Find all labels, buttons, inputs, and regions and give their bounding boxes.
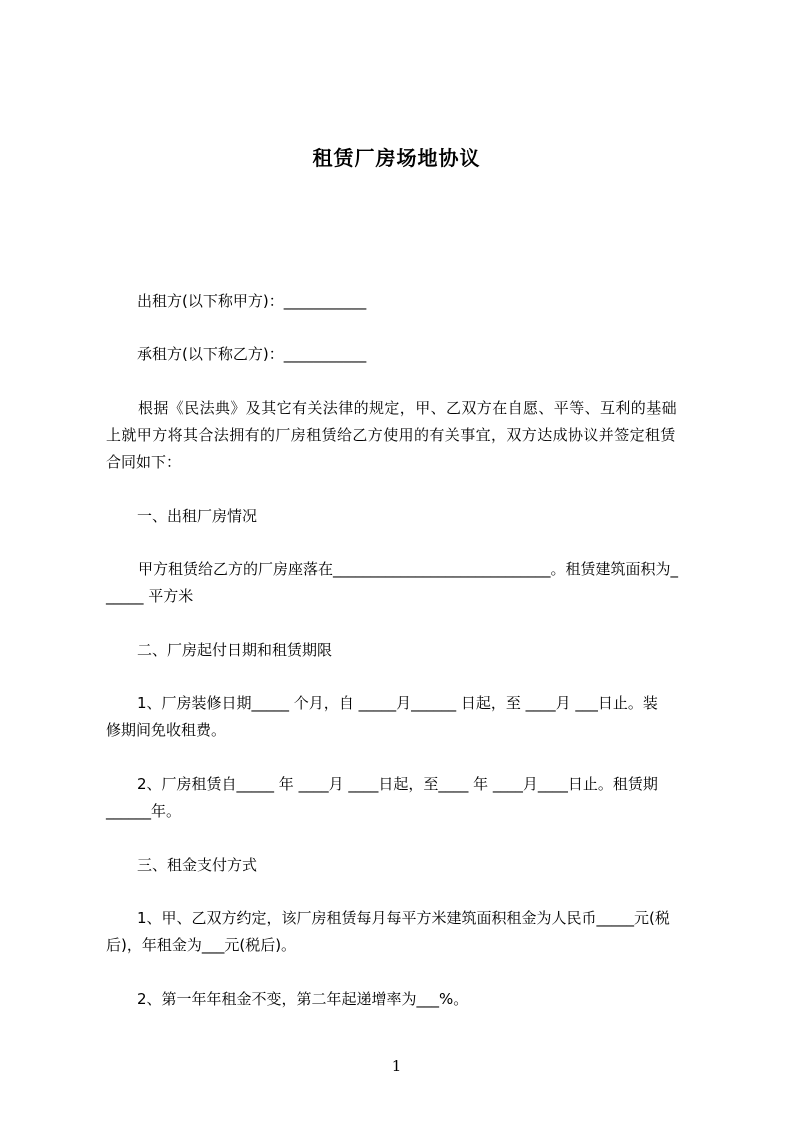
increase-rate-line: 2、第一年年租金不变，第二年起递增率为___%。 bbox=[137, 990, 469, 1008]
preamble-line-2: 上就甲方将其合法拥有的厂房租赁给乙方使用的有关事宜，双方达成协议并签定租赁 bbox=[106, 426, 676, 444]
premises-line-2: _____ 平方米 bbox=[106, 587, 194, 605]
lease-term-line-2: ______年。 bbox=[106, 802, 182, 820]
rent-line-2: 后)，年租金为___元(税后)。 bbox=[106, 936, 297, 954]
section-heading-3: 三、租金支付方式 bbox=[137, 856, 258, 874]
section-heading-1: 一、出租厂房情况 bbox=[137, 507, 258, 525]
lessee-line: 承租方(以下称乙方)：___________ bbox=[137, 345, 367, 363]
lease-term-line-1: 2、厂房租赁自_____ 年 ____月 ____日起，至____ 年 ____月____日止。租赁期 bbox=[137, 775, 658, 793]
preamble-line-3: 合同如下： bbox=[106, 453, 182, 471]
document-title: 租赁厂房场地协议 bbox=[312, 146, 481, 170]
renovation-line-2: 修期间免收租费。 bbox=[106, 721, 227, 739]
preamble-line-1: 根据《民法典》及其它有关法律的规定，甲、乙双方在自愿、平等、互利的基础 bbox=[138, 399, 678, 417]
section-heading-2: 二、厂房起付日期和租赁期限 bbox=[137, 641, 333, 659]
page-number: 1 bbox=[391, 1057, 402, 1075]
rent-line-1: 1、甲、乙双方约定，该厂房租赁每月每平方米建筑面积租金为人民币_____元(税 bbox=[137, 909, 670, 927]
renovation-line-1: 1、厂房装修日期_____ 个月，自 _____月______ 日起，至 ____月 ___日止。装 bbox=[137, 694, 658, 712]
lessor-line: 出租方(以下称甲方)：___________ bbox=[137, 292, 367, 310]
premises-line-1: 甲方租赁给乙方的厂房座落在_____________________________。租赁建筑面积为_ bbox=[138, 560, 679, 578]
